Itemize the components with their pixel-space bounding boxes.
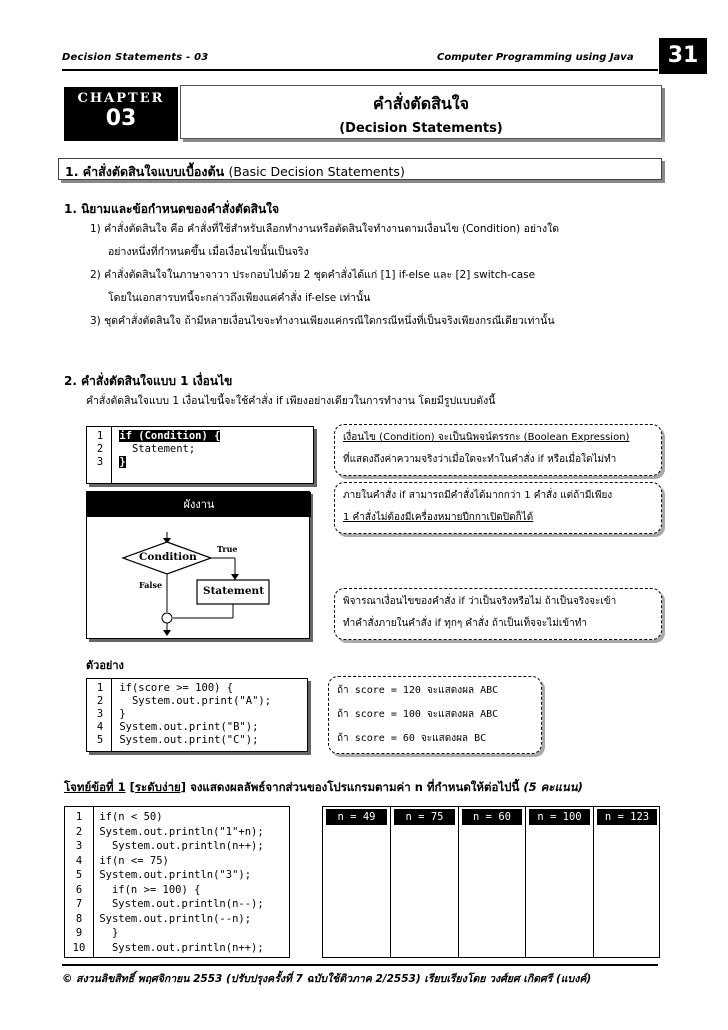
code-text: System.out.println("1"+n); [99, 825, 264, 838]
exercise-text: จงแสดงผลลัพธ์จากส่วนของโปรแกรมตามค่า n ที่กำหนดให้ต่อไปนี้ [190, 780, 520, 794]
chapter-title-english: (Decision Statements) [339, 121, 503, 136]
code-line: 1 if (Condition) { [96, 430, 221, 442]
chapter-label: CHAPTER [77, 91, 165, 106]
code-text: if(score >= 100) { [119, 682, 234, 694]
chapter-title-box [180, 85, 662, 139]
item1-point1-line1: 1) คำสั่งตัดสินใจ คือ คำสั่งที่ใช้สำหรับเลือกทำงานหรือตัดสินใจทำงานตามเงื่อนไข (Condition) อย่างใด [90, 223, 560, 235]
code-line: 7 System.out.println(n--); [75, 898, 264, 910]
bubble-line: ทำคำสั่งภายในคำสั่ง if ทุกๆ คำสั่ง ถ้าเป็นเท็จจะไม่เข้าทำ [343, 618, 587, 629]
bubble-line: ที่แสดงถึงค่าความจริงว่าเมื่อใดจะทำในคำสั่ง if หรือเมื่อใดไม่ทำ [343, 454, 617, 465]
exercise-points: (5 คะแนน) [523, 780, 583, 794]
item1-point1-line2: อย่างหนึ่งที่กำหนดขึ้น เมื่อเงื่อนไขนั้นเป็นจริง [108, 246, 309, 258]
result-line: ถ้า score = 120 จะแสดงผล ABC [337, 685, 499, 696]
section-heading [58, 158, 662, 180]
code-line: 4 if(n <= 75) [75, 854, 169, 867]
code-text: } [99, 927, 119, 939]
bubble-line: เงื่อนไข (Condition) จะเป็นนิพจน์ตรรกะ (Boolean Expression) [343, 432, 630, 443]
header-left-title: Decision Statements - 03 [62, 52, 209, 63]
code-text: System.out.println(n++); [99, 840, 264, 852]
flowchart [86, 491, 310, 639]
code-line: 5 System.out.println("3"); [75, 869, 252, 881]
exercise-heading [64, 779, 583, 797]
header-rule [62, 69, 658, 71]
exercise-label: โจทย์ข้อที่ 1 [64, 780, 126, 794]
code-line: 5 System.out.print("C"); [96, 734, 259, 746]
code-line: 1 if(score >= 100) { [96, 682, 234, 694]
footer-copyright: © สงวนลิขสิทธิ์ พฤศจิกายน 2553 (ปรับปรุงครั้งที่ 7 ฉบับใช้ติวภาค 2/2553) เรียบเรียงโดย วงศ์ยศ เกิดศรี (แบงค์) [62, 973, 592, 985]
flow-false-label: False [139, 580, 163, 590]
chapter-badge [64, 87, 178, 141]
item1-point2-line1: 2) คำสั่งตัดสินใจในภาษาจาวา ประกอบไปด้วย 2 ชุดคำสั่งได้แก่ [1] if-else และ [2] switch-case [90, 269, 536, 281]
code-text: } [119, 456, 126, 468]
flow-note-bubble [334, 588, 662, 640]
answer-column-header: n = 75 [394, 809, 455, 825]
chapter-title-thai: คำสั่งตัดสินใจ [373, 94, 469, 113]
code-line: 3 System.out.println(n++); [75, 840, 264, 852]
code-line: 4 System.out.print("B"); [96, 721, 259, 733]
condition-note-bubble [334, 424, 662, 476]
exercise-level: [ระดับง่าย] [129, 780, 187, 794]
header-right-title: Computer Programming using Java [437, 52, 634, 63]
code-text: System.out.print("B"); [119, 721, 259, 733]
flow-true-label: True [217, 544, 238, 554]
flow-statement-label: Statement [203, 585, 265, 597]
code-line: 8 System.out.println(--n); [75, 912, 252, 925]
code-text: if(n < 50) [99, 811, 163, 823]
page-number: 31 [659, 38, 707, 74]
result-line: ถ้า score = 60 จะแสดงผล BC [337, 733, 487, 744]
code-line: 1 if(n < 50) [75, 811, 163, 823]
chapter-number: 03 [105, 106, 137, 131]
answer-column-header: n = 100 [529, 809, 590, 825]
block-note-bubble [334, 482, 662, 534]
code-text: } [119, 708, 126, 720]
code-text: Statement; [119, 443, 196, 455]
code-text: System.out.println(n--); [99, 898, 264, 910]
example-result-bubble [328, 676, 542, 754]
bubble-line: ภายในคำสั่ง if สามารถมีคำสั่งได้มากกว่า 1 คำสั่ง แต่ถ้ามีเพียง [343, 490, 613, 501]
code-line: 3 } [96, 708, 126, 720]
code-line: 2 Statement; [96, 443, 196, 455]
flow-condition-label: Condition [139, 551, 197, 563]
code-text: System.out.println(n++); [99, 941, 264, 954]
item1-point3: 3) ชุดคำสั่งตัดสินใจ ถ้ามีหลายเงื่อนไขจะทำงานเพียงแค่กรณีใดกรณีหนึ่งที่เป็นจริงเพียงกรณีเดียวเท่านั้น [90, 315, 555, 327]
code-line: 10 System.out.println(n++); [72, 941, 264, 954]
code-line: 3 } [96, 456, 126, 468]
section-title-thai: 1. คำสั่งตัดสินใจแบบเบื้องต้น [65, 164, 225, 179]
result-line: ถ้า score = 100 จะแสดงผล ABC [337, 709, 499, 720]
code-line: 2 System.out.println("1"+n); [75, 825, 264, 838]
code-line: 9 } [75, 927, 119, 939]
code-text: if(n <= 75) [99, 854, 169, 867]
item1-point2-line2: โดยในเอกสารบทนี้จะกล่าวถึงเพียงแค่คำสั่ง if-else เท่านั้น [108, 292, 371, 304]
bubble-line: 1 คำสั่งไม่ต้องมีเครื่องหมายปีกกาเปิดปิดก็ได้ [343, 512, 534, 523]
flowchart-title: ผังงาน [87, 492, 311, 517]
bubble-line: พิจารณาเงื่อนไขของคำสั่ง if ว่าเป็นจริงหรือไม่ ถ้าเป็นจริงจะเข้า [343, 596, 617, 607]
item2-intro: คำสั่งตัดสินใจแบบ 1 เงื่อนไขนี้จะใช้คำสั่ง if เพียงอย่างเดียวในการทำงาน โดยมีรูปแบบดังนี้ [86, 395, 496, 407]
answer-column-header: n = 49 [326, 809, 387, 825]
syntax-code-box [86, 426, 314, 484]
code-text: System.out.println(--n); [99, 912, 252, 925]
code-line: 2 System.out.print("A"); [96, 695, 272, 707]
item2-heading: 2. คำสั่งตัดสินใจแบบ 1 เงื่อนไข [64, 374, 233, 388]
code-line: 6 if(n >= 100) { [75, 883, 201, 896]
section-title-english: (Basic Decision Statements) [228, 164, 405, 179]
flowchart-diagram [87, 492, 311, 640]
code-text: System.out.print("A"); [119, 695, 272, 707]
code-text: if(n >= 100) { [99, 883, 201, 896]
item1-heading: 1. นิยามและข้อกำหนดของคำสั่งตัดสินใจ [64, 202, 280, 216]
example-heading: ตัวอย่าง [86, 659, 124, 672]
example-code-box [86, 678, 308, 752]
code-text: System.out.print("C"); [119, 734, 259, 746]
exercise-code-box [64, 806, 290, 958]
answer-column-header: n = 60 [462, 809, 522, 825]
code-text: if (Condition) { [119, 430, 221, 442]
answer-column-header: n = 123 [597, 809, 657, 825]
answer-table [322, 806, 660, 958]
footer-rule [62, 964, 658, 966]
code-text: System.out.println("3"); [99, 869, 252, 881]
